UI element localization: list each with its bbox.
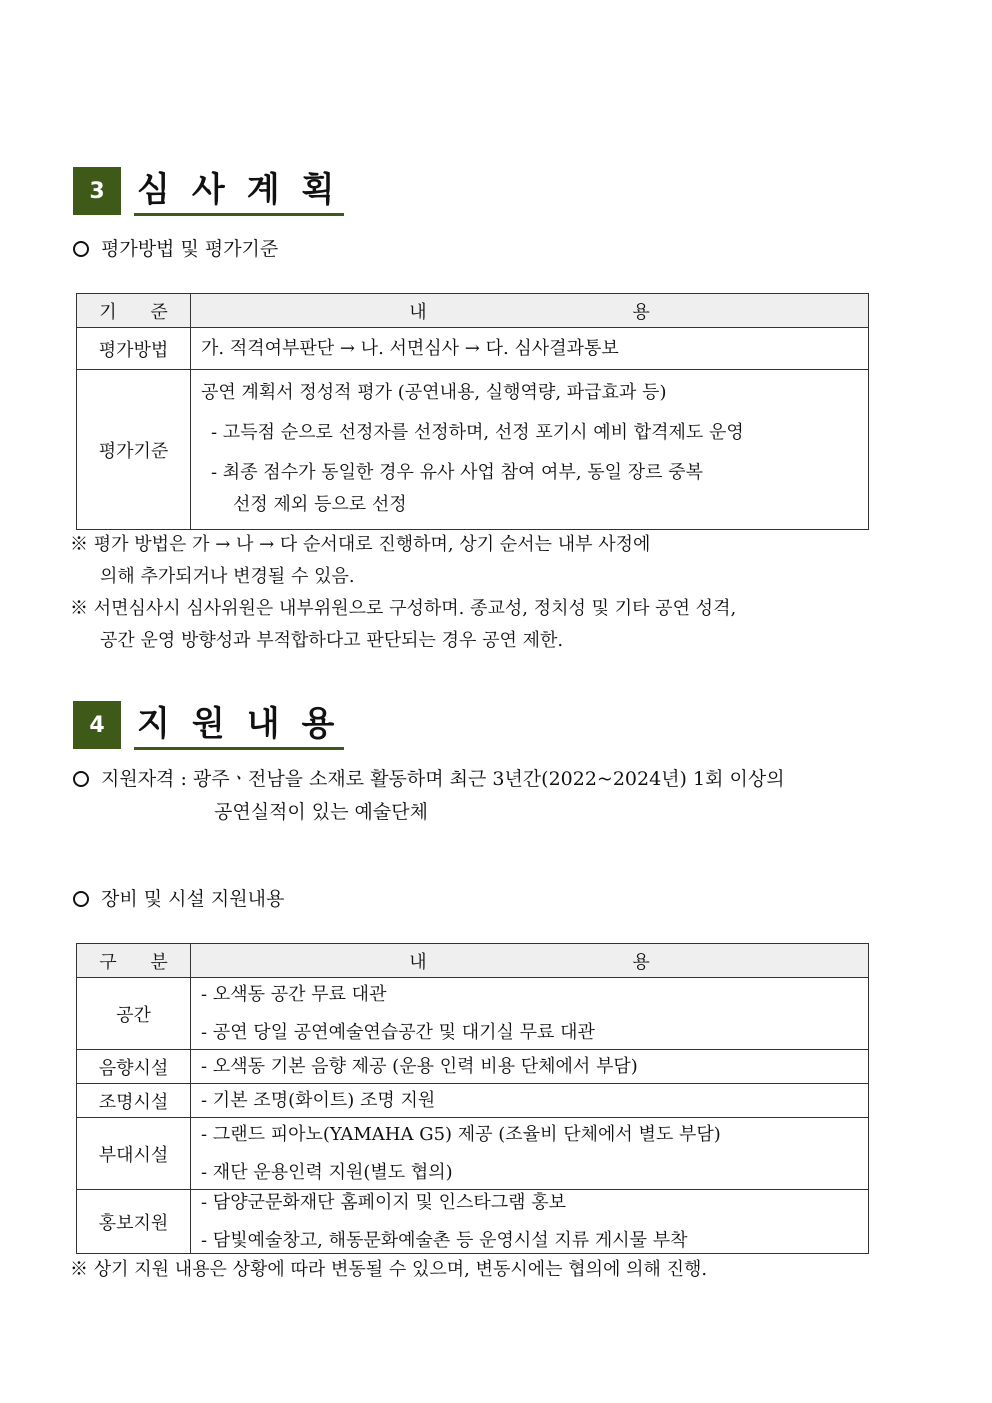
qualification [73,767,785,791]
row-content-method: 가. 적격여부판단 → 나. 서면심사 → 다. 심사결과통보 [191,328,869,370]
row-label-criteria: 평가기준 [77,370,191,530]
qualification-continued: 공연실적이 있는 예술단체 [214,801,428,823]
qualification-text: 지원자격 : 광주ㆍ전남을 소재로 활동하며 최근 3년간(2022~2024년) 1회 이상의 [101,768,785,790]
table-row-label: 조명시설 [77,1084,191,1118]
section-number: 4 [89,712,105,738]
evaluation-table [76,293,869,530]
section-title-underline [134,747,344,750]
circle-bullet-icon [73,771,89,787]
section-number: 3 [89,178,105,204]
bullet-heading [73,237,278,261]
table-row-content: - 오색동 공간 무료 대관 - 공연 당일 공연예술연습공간 및 대기실 무료 대관 [191,978,869,1050]
table-header-content: 내 용 [191,294,869,328]
table-row-content: - 기본 조명(화이트) 조명 지원 [191,1084,869,1118]
table-row-label: 공간 [77,978,191,1050]
table-row-content: - 오색동 기본 음향 제공 (운용 인력 비용 단체에서 부담) [191,1050,869,1084]
row-content-criteria: 공연 계획서 정성적 평가 (공연내용, 실행역량, 파급효과 등) - 고득점 순으로 선정자를 선정하며, 선정 포기시 예비 합격제도 운영 - 최종 점수가 동일한 경우 유사 사업 참여 여부, 동일 장르 중복 선정 제외 등으로 선정 [191,370,869,530]
table-row-content: - 그랜드 피아노(YAMAHA G5) 제공 (조율비 단체에서 별도 부담) - 재단 운용인력 지원(별도 협의) [191,1118,869,1190]
table-header-category: 구 분 [77,944,191,978]
support-table [76,943,869,1254]
table-row-label: 부대시설 [77,1118,191,1190]
note: ※ 평가 방법은 가 → 나 → 다 순서대로 진행하며, 상기 순서는 내부 사정에 의해 추가되거나 변경될 수 있음. ※ 서면심사시 심사위원은 내부위원으로 구성하며. 종교성, 정치성 및 기타 공연 성격, 공간 운영 방향성과 부적합하다고 판단되는 경우 공연 제한. [70,534,737,651]
table-row-label: 홍보지원 [77,1190,191,1254]
table-header-criteria: 기 준 [77,294,191,328]
bullet-heading-text: 장비 및 시설 지원내용 [101,888,285,910]
note: ※ 상기 지원 내용은 상황에 따라 변동될 수 있으며, 변동시에는 협의에 의해 진행. [70,1259,708,1280]
section-title: 심사계획 [137,170,357,210]
table-header-content: 내 용 [191,944,869,978]
bullet-heading [73,887,284,911]
table-row-label: 음향시설 [77,1050,191,1084]
circle-bullet-icon [73,891,89,907]
table-row-content: - 담양군문화재단 홈페이지 및 인스타그램 홍보 - 담빛예술창고, 해동문화예술촌 등 운영시설 지류 게시물 부착 [191,1190,869,1254]
bullet-heading-text: 평가방법 및 평가기준 [101,238,279,260]
section-number-badge [73,701,121,749]
section-number-badge [73,167,121,215]
circle-bullet-icon [73,241,89,257]
row-label-method: 평가방법 [77,328,191,370]
section-title-underline [134,213,344,216]
section-title: 지원내용 [137,704,357,744]
